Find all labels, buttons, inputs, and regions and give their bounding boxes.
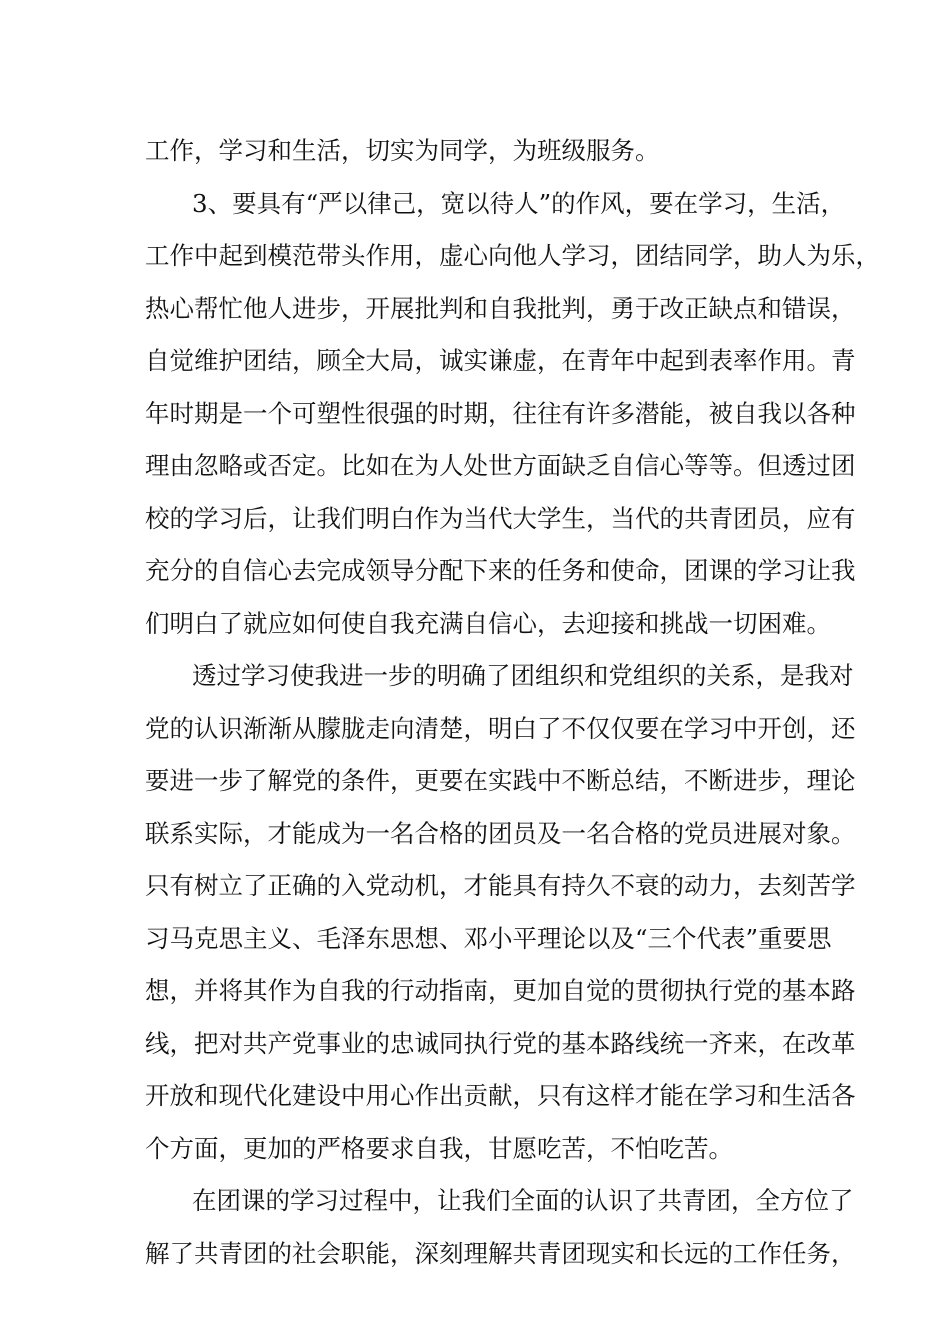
text-line: 理由忽略或否定。比如在为人处世方面缺乏自信心等等。但透过团	[145, 451, 856, 480]
text-line: 校的学习后，让我们明白作为当代大学生，当代的共青团员，应有	[145, 504, 856, 533]
text-line: 工作，学习和生活，切实为同学，为班级服务。	[145, 136, 660, 165]
text-line: 解了共青团的社会职能，深刻理解共青团现实和长远的工作任务，	[145, 1239, 856, 1268]
text-line: 线，把对共产党事业的忠诚同执行党的基本路线统一齐来，在改革	[145, 1029, 856, 1058]
text-line: 们明白了就应如何使自我充满自信心，去迎接和挑战一切困难。	[145, 609, 831, 638]
text-line: 个方面，更加的严格要求自我，甘愿吃苦，不怕吃苦。	[145, 1134, 733, 1163]
text-line: 想，并将其作为自我的行动指南，更加自觉的贯彻执行党的基本路	[145, 976, 856, 1005]
text-line: 在团课的学习过程中，让我们全面的认识了共青团，全方位了	[192, 1186, 854, 1215]
text-line: 只有树立了正确的入党动机，才能具有持久不衰的动力，去刻苦学	[145, 871, 856, 900]
text-line: 年时期是一个可塑性很强的时期，往往有许多潜能，被自我以各种	[145, 399, 856, 428]
text-line: 工作中起到模范带头作用，虚心向他人学习，团结同学，助人为乐，	[145, 241, 880, 270]
text-line: 3、要具有“严以律己，宽以待人”的作风，要在学习，生活，	[192, 189, 846, 218]
text-line: 充分的自信心去完成领导分配下来的任务和使命，团课的学习让我	[145, 556, 856, 585]
text-line: 党的认识渐渐从朦胧走向清楚，明白了不仅仅要在学习中开创，还	[145, 714, 856, 743]
text-line: 透过学习使我进一步的明确了团组织和党组织的关系，是我对	[192, 661, 854, 690]
text-line: 热心帮忙他人进步，开展批判和自我批判，勇于改正缺点和错误，	[145, 294, 856, 323]
text-line: 习马克思主义、毛泽东思想、邓小平理论以及“三个代表”重要思	[145, 924, 832, 953]
text-line: 开放和现代化建设中用心作出贡献，只有这样才能在学习和生活各	[145, 1081, 856, 1110]
text-line: 联系实际，才能成为一名合格的团员及一名合格的党员进展对象。	[145, 819, 856, 848]
text-line: 要进一步了解党的条件，更要在实践中不断总结，不断进步，理论	[145, 766, 856, 795]
text-line: 自觉维护团结，顾全大局，诚实谦虚，在青年中起到表率作用。青	[145, 346, 856, 375]
